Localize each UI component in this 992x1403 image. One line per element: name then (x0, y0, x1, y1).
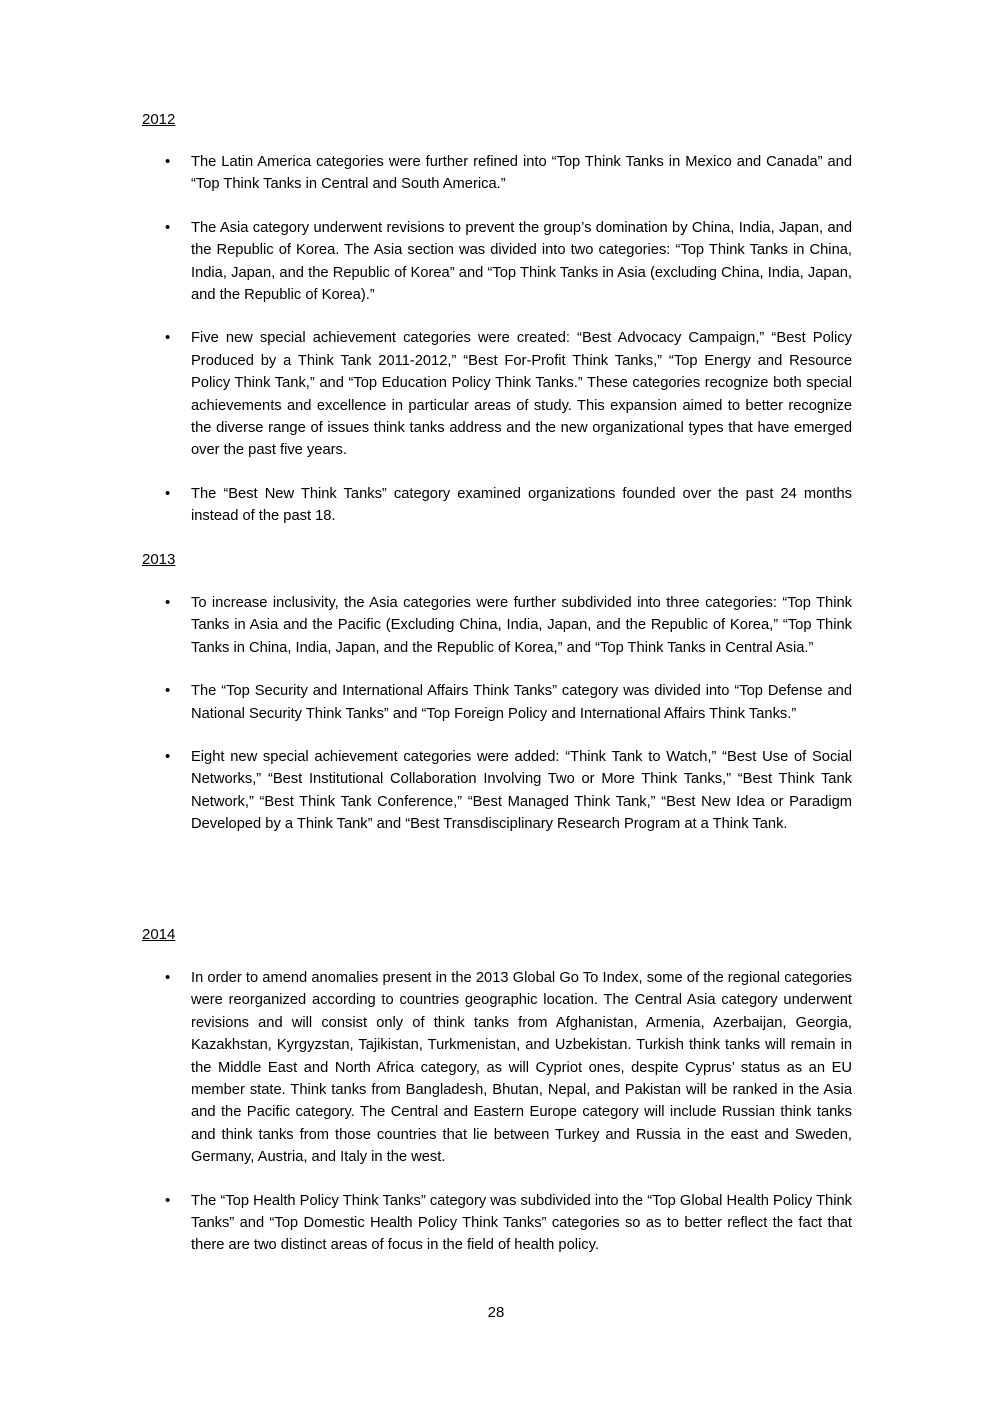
list-item (142, 680, 852, 725)
list-item (142, 327, 852, 461)
list-item-text: Five new special achievement categories were created: “Best Advocacy Campaign,” “Best Policy Produced by a Think Tank 2011-2012,” “Best For-Profit Think Tanks,” “Top Energy and Resource Policy Think Tank,” and “Top Education Policy Think Tanks.” These categories recognize both special achievements and excellence in particular areas of study. This expansion aimed to better recognize the diverse range of issues think tanks address and the new organizational types that have emerged over the past five years. (191, 330, 852, 459)
bullet-icon: • (165, 218, 171, 236)
section-year-heading: 2013 (142, 551, 176, 568)
bullet-icon: • (165, 329, 171, 347)
page-number: 28 (487, 1304, 505, 1321)
list-item-text: The “Top Security and International Affairs Think Tanks” category was divided into “Top Defense and National Security Think Tanks” and “Top Foreign Policy and International Affairs Think Tanks.” (191, 683, 852, 722)
section-year-heading: 2014 (142, 926, 176, 943)
list-item (142, 151, 852, 196)
bullet-icon: • (165, 682, 171, 700)
list-item-text: To increase inclusivity, the Asia categories were further subdivided into three categories: “Top Think Tanks in Asia and the Pacific (Excluding China, India, Japan, and the Republic of Korea,” “Top Think Tanks in China, India, Japan, and the Republic of Korea,” and “Top Think Tanks in Central Asia.” (191, 595, 852, 656)
list-item (142, 1190, 852, 1257)
bullet-icon: • (165, 969, 171, 986)
list-item-text: Eight new special achievement categories were added: “Think Tank to Watch,” “Best Use of Social Networks,” “Best Institutional Collaboration Involving Two or More Think Tanks,” “Best Think Tank Network,” “Best Think Tank Conference,” “Best Managed Think Tank,” “Best New Idea or Paradigm Developed by a Think Tank” and “Best Transdisciplinary Research Program at a Think Tank. (191, 749, 852, 833)
bullet-icon: • (165, 484, 171, 502)
list-item (142, 217, 852, 307)
list-item (142, 483, 852, 528)
list-item-text: The “Best New Think Tanks” category examined organizations founded over the past 24 months instead of the past 18. (191, 485, 852, 525)
list-item (142, 592, 852, 659)
section-year-heading: 2012 (142, 111, 176, 128)
list-item-text: In order to amend anomalies present in the 2013 Global Go To Index, some of the regional categories were reorganized according to countries geographic location. The Central Asia category underwent revisions and will consist only of think tanks from Afghanistan, Armenia, Azerbaijan, Georgia, Kazakhstan, Kyrgyzstan, Tajikistan, Turkmenistan, and Uzbekistan. Turkish think tanks will remain in the Middle East and North Africa category, as will Cypriot ones, despite Cyprus’ status as an EU member state. Think tanks from Bangladesh, Bhutan, Nepal, and Pakistan will be ranked in the Asia and the Pacific category. The Central and Eastern Europe category will include Russian think tanks and think tanks from those countries that lie between Turkey and Russia in the east and Sweden, Germany, Austria, and Italy in the west. (191, 970, 852, 1166)
bullet-icon: • (165, 748, 171, 766)
list-item-text: The Asia category underwent revisions to prevent the group’s domination by China, India, Japan, and the Republic of Korea. The Asia section was divided into two categories: “Top Think Tanks in China, India, Japan, and the Republic of Korea” and “Top Think Tanks in Asia (excluding China, India, Japan, and the Republic of Korea).” (191, 219, 852, 304)
list-item-text: The “Top Health Policy Think Tanks” category was subdivided into the “Top Global Health Policy Think Tanks” and “Top Domestic Health Policy Think Tanks” categories so as to better reflect the fact that there are two distinct areas of focus in the field of health policy. (191, 1192, 852, 1254)
bullet-icon: • (165, 153, 171, 170)
list-item-text: The Latin America categories were further refined into “Top Think Tanks in Mexico and Canada” and “Top Think Tanks in Central and South America.” (191, 154, 852, 193)
section-bullet-list (142, 592, 852, 857)
section-bullet-list (142, 151, 852, 549)
list-item (142, 746, 852, 836)
bullet-icon: • (165, 594, 171, 611)
bullet-icon: • (165, 1191, 171, 1209)
list-item (142, 967, 852, 1169)
section-bullet-list (142, 967, 852, 1278)
